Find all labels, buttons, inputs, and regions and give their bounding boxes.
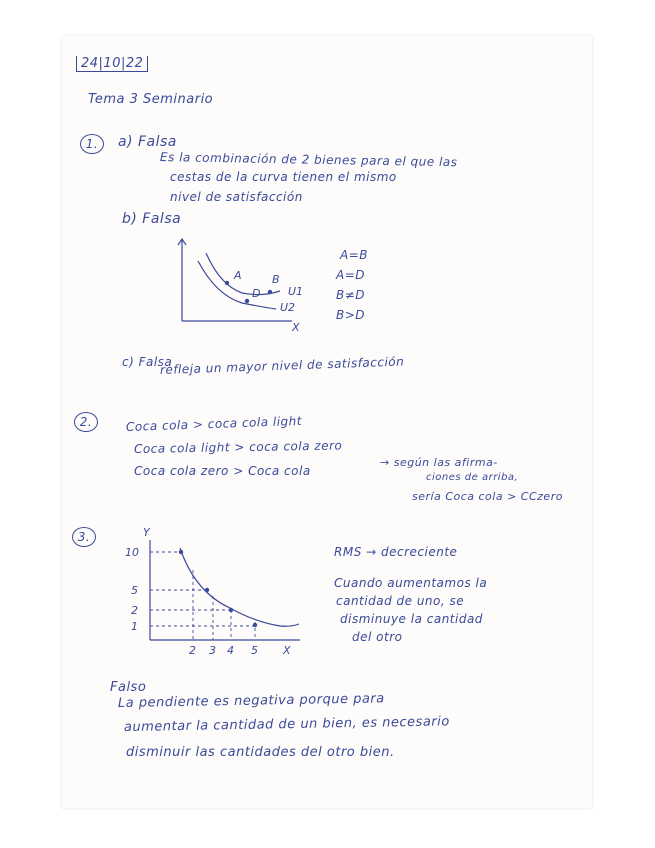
q1-point-b bbox=[268, 290, 272, 294]
q2-note-1: → según las afirma- bbox=[380, 456, 498, 469]
q3-y-tick-2: 2 bbox=[131, 604, 138, 617]
q3-curve bbox=[180, 548, 299, 626]
q3-x-tick-3: 3 bbox=[209, 644, 216, 657]
q1-c-line: refleja un mayor nivel de satisfacción bbox=[159, 354, 405, 377]
q3-falso-line-1: La pendiente es negativa porque para bbox=[117, 691, 385, 711]
q3-y-tick-10: 10 bbox=[125, 546, 139, 559]
date-box: 24|10|22 bbox=[76, 56, 148, 72]
q1-b-label: b) Falsa bbox=[122, 211, 182, 227]
q1-a-line-3: nivel de satisfacción bbox=[170, 190, 303, 204]
q3-rms-graph bbox=[115, 526, 305, 660]
q2-number: 2. bbox=[74, 412, 98, 432]
q1-a-line-1: Es la combinación de 2 bienes para el que las bbox=[159, 150, 458, 170]
q3-axis-x-label: X bbox=[283, 644, 291, 657]
q1-relation-4: B>D bbox=[336, 308, 366, 322]
q1-a-line-2: cestas de la curva tienen el mismo bbox=[170, 170, 397, 184]
q1-label-a: A bbox=[234, 269, 242, 282]
q1-c-label: c) Falsa bbox=[122, 355, 173, 369]
q3-axis-y-label: Y bbox=[143, 526, 150, 539]
q1-label-x: X bbox=[292, 321, 300, 334]
q2-line-2: Coca cola light > coca cola zero bbox=[133, 438, 343, 456]
q1-point-d bbox=[245, 299, 249, 303]
q3-cuando-3: disminuye la cantidad bbox=[340, 612, 483, 626]
q2-note-3: sería Coca cola > CCzero bbox=[412, 490, 563, 503]
q3-number: 3. bbox=[72, 527, 96, 547]
q1-label-u2: U2 bbox=[280, 301, 296, 314]
q3-cuando-4: del otro bbox=[352, 630, 403, 644]
q1-relation-1: A=B bbox=[340, 248, 368, 262]
page-title: Tema 3 Seminario bbox=[88, 92, 214, 107]
q3-x-tick-4: 4 bbox=[227, 644, 234, 657]
q1-label-d: D bbox=[252, 287, 261, 300]
q1-label-u1: U1 bbox=[288, 285, 304, 298]
q3-falso-line-3: disminuir las cantidades del otro bien. bbox=[126, 745, 395, 760]
q3-falso-label: Falso bbox=[110, 680, 147, 695]
q1-label-b: B bbox=[272, 273, 280, 286]
q3-y-tick-1: 1 bbox=[131, 620, 138, 633]
q3-cuando-2: cantidad de uno, se bbox=[336, 594, 465, 608]
q3-cuando-1: Cuando aumentamos la bbox=[334, 576, 488, 590]
q3-rms-text: RMS → decreciente bbox=[334, 545, 458, 559]
q2-line-1: Coca cola > coca cola light bbox=[125, 413, 303, 434]
q3-x-tick-2: 2 bbox=[189, 644, 196, 657]
q3-point-3 bbox=[229, 608, 233, 612]
q3-point-2 bbox=[205, 588, 209, 592]
q1-a-label: a) Falsa bbox=[118, 134, 177, 150]
q3-falso-line-2: aumentar la cantidad de un bien, es necesario bbox=[123, 714, 450, 735]
q3-point-4 bbox=[253, 623, 257, 627]
q3-point-1 bbox=[179, 550, 183, 554]
q1-number: 1. bbox=[80, 134, 104, 154]
q1-relation-2: A=D bbox=[336, 268, 366, 282]
q1-relation-3: B≠D bbox=[336, 288, 366, 302]
q2-note-2: ciones de arriba, bbox=[426, 472, 519, 483]
q3-x-tick-5: 5 bbox=[251, 644, 258, 657]
q1-point-a bbox=[225, 281, 229, 285]
q2-line-3: Coca cola zero > Coca cola bbox=[134, 464, 311, 478]
q1-indifference-graph bbox=[172, 235, 312, 335]
q3-y-tick-5: 5 bbox=[131, 584, 138, 597]
